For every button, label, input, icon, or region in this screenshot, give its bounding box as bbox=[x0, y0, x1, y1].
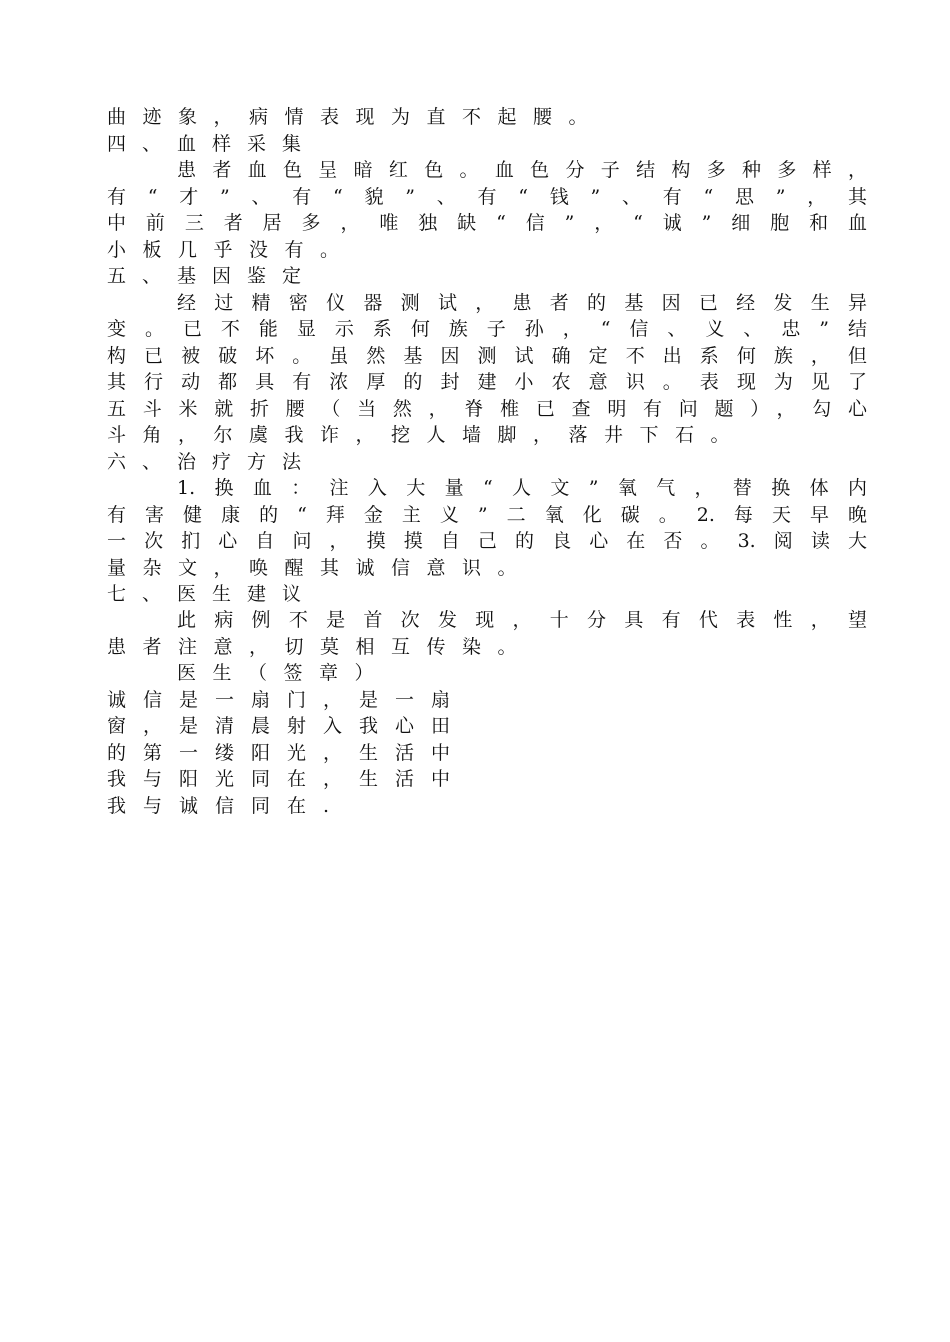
poem-line: 窗，是清晨射入我心田 bbox=[107, 715, 468, 737]
poem-line: 诚信是一扇门，是一扇 bbox=[107, 689, 468, 711]
section-heading: 六、治疗方法 bbox=[107, 451, 318, 473]
body-text-line: 此病例不是首次发现，十分具有代表性，望 bbox=[177, 609, 867, 631]
body-text-line: 有“才”、有“貌”、有“钱”、有“思”，其 bbox=[107, 186, 867, 208]
poem-line: 我与阳光同在，生活中 bbox=[107, 768, 468, 790]
poem-line: 的第一缕阳光，生活中 bbox=[107, 742, 468, 764]
signature-line: 医生（签章） bbox=[177, 662, 391, 684]
body-text-line: 曲迹象，病情表现为直不起腰。 bbox=[107, 106, 605, 128]
poem-line: 我与诚信同在. bbox=[107, 795, 347, 817]
section-heading: 七、医生建议 bbox=[107, 583, 318, 605]
body-text-line: 患者血色呈暗红色。血色分子结构多种多样， bbox=[177, 159, 867, 181]
body-text-line: 一次扪心自问，摸摸自己的良心在否。3.阅读大 bbox=[107, 530, 867, 552]
body-text-line: 其行动都具有浓厚的封建小农意识。表现为见了 bbox=[107, 371, 867, 393]
body-text-line: 五斗米就折腰（当然，脊椎已查明有问题），勾心 bbox=[107, 398, 867, 420]
body-text-line: 1.换血：注入大量“人文”氧气，替换体内 bbox=[177, 477, 867, 499]
body-text-line: 变。已不能显示系何族子孙，“信、义、忠”结 bbox=[107, 318, 867, 340]
body-text-line: 患者注意，切莫相互传染。 bbox=[107, 636, 534, 658]
body-text-line: 量杂文，唤醒其诚信意识。 bbox=[107, 557, 534, 579]
section-heading: 五、基因鉴定 bbox=[107, 265, 318, 287]
body-text-line: 中前三者居多，唯独缺“信”，“诚”细胞和血 bbox=[107, 212, 867, 234]
body-text-line: 小板几乎没有。 bbox=[107, 239, 356, 261]
body-text-line: 经过精密仪器测试，患者的基因已经发生异 bbox=[177, 292, 867, 314]
body-text-line: 斗角，尔虞我诈，挖人墙脚，落井下石。 bbox=[107, 424, 747, 446]
body-text-line: 构已被破坏。虽然基因测试确定不出系何族，但 bbox=[107, 345, 867, 367]
body-text-line: 有害健康的“拜金主义”二氧化碳。2.每天早晚 bbox=[107, 504, 867, 526]
section-heading: 四、血样采集 bbox=[107, 133, 318, 155]
